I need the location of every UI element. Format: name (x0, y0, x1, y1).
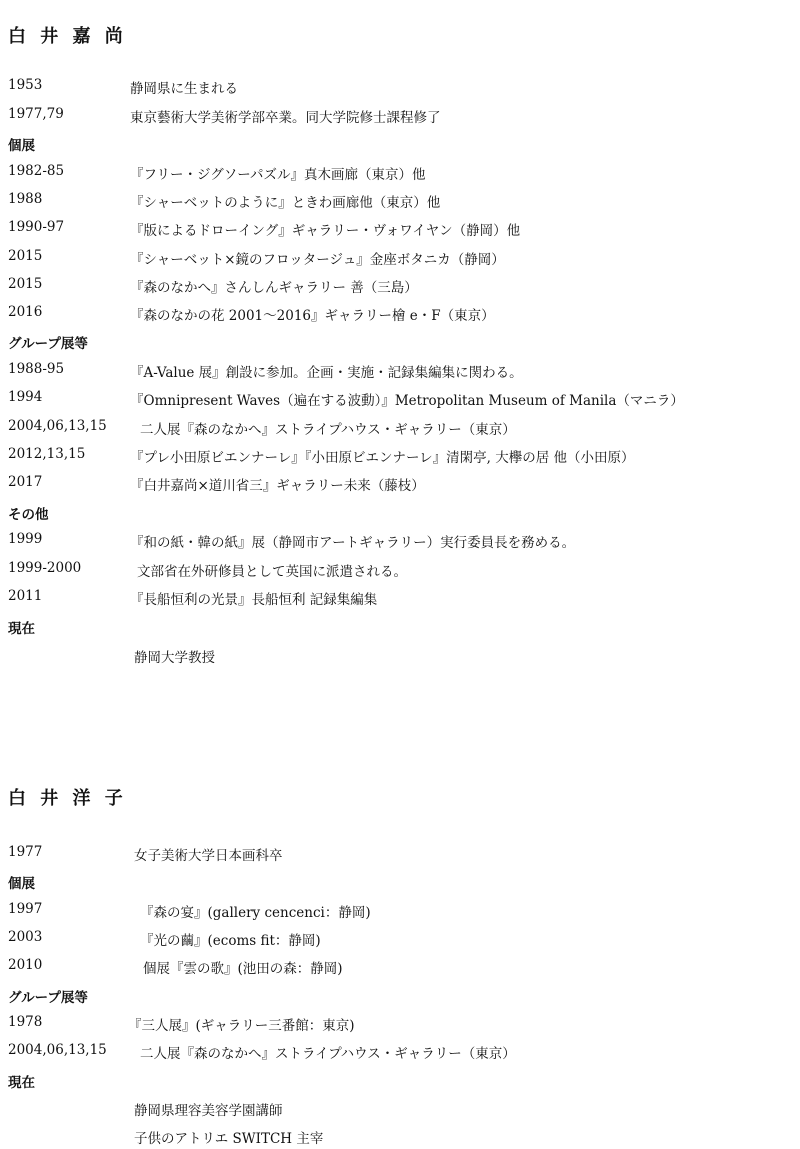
exhibition-row (0, 901, 800, 921)
exhibition-text: 二人展『森のなかへ』ストライプハウス・ギャラリー（東京） (140, 422, 516, 438)
activity-row (0, 560, 800, 580)
current-text: 子供のアトリエ SWITCH 主宰 (134, 1131, 324, 1147)
exhibition-year: 2010 (8, 957, 43, 973)
exhibition-year: 1988-95 (8, 361, 65, 377)
exhibition-year: 2012,13,15 (8, 446, 86, 462)
exhibition-text: 『光の繭』(ecoms fit：静岡) (140, 933, 321, 949)
section-heading-group: グループ展等 (8, 990, 88, 1006)
section-heading-current: 現在 (8, 1075, 35, 1091)
current-row (0, 646, 800, 666)
activity-year: 2011 (8, 588, 43, 604)
exhibition-row (0, 929, 800, 949)
exhibition-text: 『森の宴』(gallery cencenci：静岡) (140, 905, 371, 921)
exhibition-text: 『森のなかへ』さんしんギャラリー 善（三島） (130, 280, 418, 296)
exhibition-text: 『プレ小田原ビエンナーレ』『小田原ビエンナーレ』清閑亭, 大欅の居 他（小田原） (130, 450, 635, 466)
exhibition-row (0, 163, 800, 183)
current-text: 静岡大学教授 (134, 650, 215, 666)
exhibition-text: 『三人展』(ギャラリー三番館：東京) (128, 1018, 355, 1034)
exhibition-text: 個展『雲の歌』(池田の森：静岡) (143, 961, 343, 977)
bio-year: 1953 (8, 77, 43, 93)
exhibition-row (0, 219, 800, 239)
exhibition-year: 1997 (8, 901, 43, 917)
person-name: 白 井 嘉 尚 (8, 26, 127, 47)
exhibition-row (0, 276, 800, 296)
exhibition-row (0, 191, 800, 211)
exhibition-text: 『版によるドローイング』ギャラリー・ヴォワイヤン（静岡）他 (130, 223, 521, 239)
section-heading-solo: 個展 (8, 138, 35, 154)
exhibition-row (0, 957, 800, 977)
bio-year: 1977 (8, 844, 43, 860)
exhibition-text: 『白井嘉尚×道川省三』ギャラリー未来（藤枝） (130, 478, 425, 494)
bio-text: 静岡県に生まれる (130, 81, 238, 97)
exhibition-text: 『A-Value 展』創設に参加。企画・実施・記録集編集に関わる。 (130, 365, 523, 381)
exhibition-year: 2017 (8, 474, 43, 490)
exhibition-year: 2003 (8, 929, 43, 945)
bio-year: 1977,79 (8, 106, 64, 122)
bio-row (0, 106, 800, 126)
exhibition-year: 1994 (8, 389, 43, 405)
bio-row (0, 844, 800, 864)
activity-text: 文部省在外研修員として英国に派遣される。 (137, 564, 407, 580)
exhibition-year: 1978 (8, 1014, 43, 1030)
exhibition-row (0, 446, 800, 466)
exhibition-row (0, 1014, 800, 1034)
exhibition-year: 2015 (8, 248, 43, 264)
exhibition-year: 2004,06,13,15 (8, 1042, 107, 1058)
activity-text: 『長船恒利の光景』長船恒利 記録集編集 (130, 592, 378, 608)
exhibition-year: 1988 (8, 191, 43, 207)
exhibition-row (0, 304, 800, 324)
current-row (0, 1099, 800, 1119)
exhibition-year: 2016 (8, 304, 43, 320)
current-row (0, 1127, 800, 1147)
activity-year: 1999-2000 (8, 560, 82, 576)
exhibition-year: 1982-85 (8, 163, 65, 179)
exhibition-year: 1990-97 (8, 219, 65, 235)
exhibition-row (0, 361, 800, 381)
exhibition-text: 『森のなかの花 2001～2016』ギャラリー檜 e・F（東京） (130, 308, 495, 324)
exhibition-row (0, 474, 800, 494)
bio-text: 東京藝術大学美術学部卒業。同大学院修士課程修了 (130, 110, 441, 126)
exhibition-text: 二人展『森のなかへ』ストライプハウス・ギャラリー（東京） (140, 1046, 516, 1062)
exhibition-row (0, 1042, 800, 1062)
current-text: 静岡県理容美容学園講師 (134, 1103, 283, 1119)
exhibition-text: 『フリー・ジグソーパズル』真木画廊（東京）他 (130, 167, 426, 183)
exhibition-text: 『Omnipresent Waves（遍在する波動）』Metropolitan Museum of Manila（マニラ） (130, 393, 684, 409)
bio-text: 女子美術大学日本画科卒 (134, 848, 283, 864)
exhibition-row (0, 248, 800, 268)
activity-row (0, 531, 800, 551)
exhibition-text: 『シャーベット×鏡のフロッタージュ』金座ボタニカ（静岡） (130, 252, 505, 268)
section-heading-group: グループ展等 (8, 336, 88, 352)
exhibition-row (0, 418, 800, 438)
exhibition-year: 2015 (8, 276, 43, 292)
exhibition-year: 2004,06,13,15 (8, 418, 107, 434)
activity-row (0, 588, 800, 608)
activity-text: 『和の紙・韓の紙』展（静岡市アートギャラリー）実行委員長を務める。 (130, 535, 576, 551)
person-name: 白 井 洋 子 (8, 788, 127, 809)
section-heading-other: その他 (8, 507, 49, 523)
section-heading-solo: 個展 (8, 876, 35, 892)
exhibition-row (0, 389, 800, 409)
bio-row (0, 77, 800, 97)
activity-year: 1999 (8, 531, 43, 547)
exhibition-text: 『シャーベットのように』ときわ画廊他（東京）他 (130, 195, 441, 211)
section-heading-current: 現在 (8, 621, 35, 637)
